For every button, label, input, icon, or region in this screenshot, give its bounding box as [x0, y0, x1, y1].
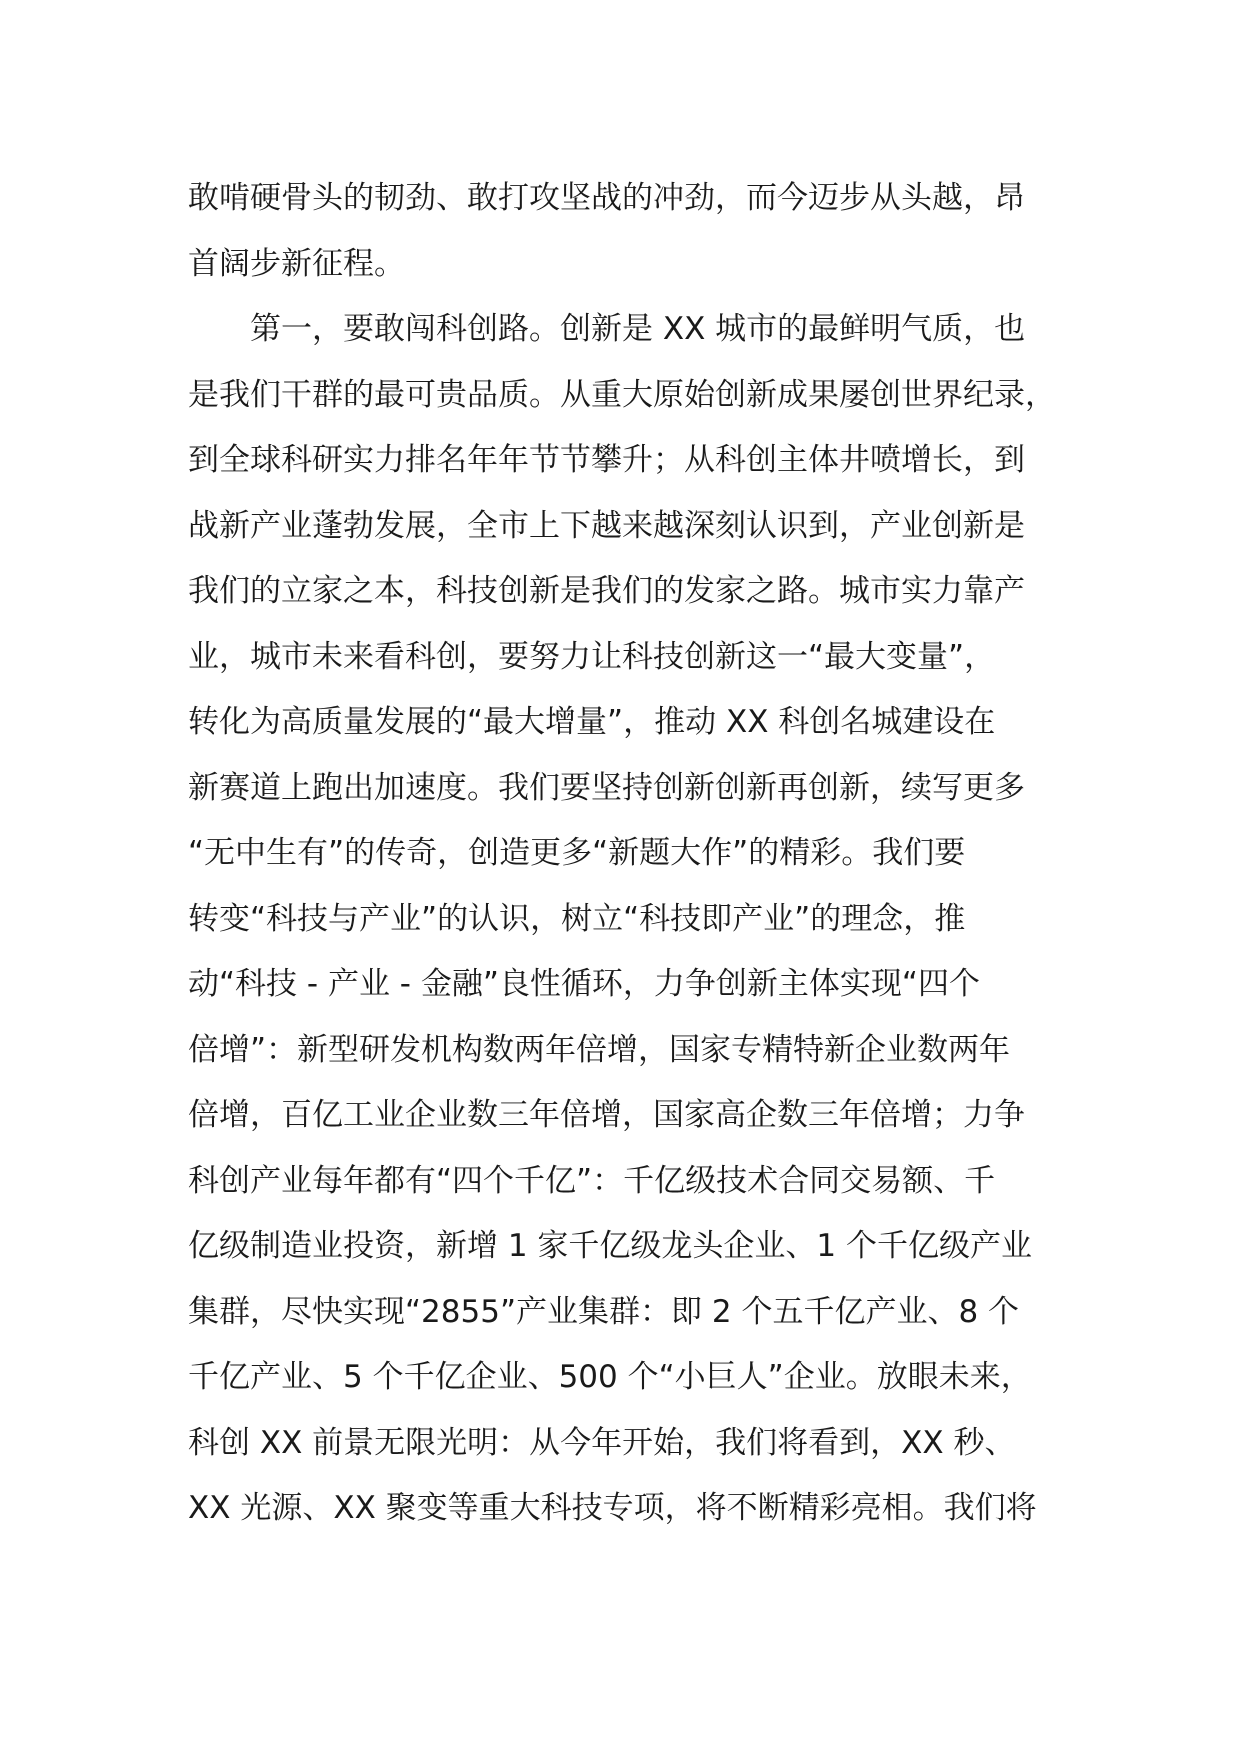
text-line: 业，城市未来看科创，要努力让科技创新这一“最大变量”，	[188, 638, 996, 675]
text-line: 倍增”：新型研发机构数两年倍增，国家专精特新企业数两年	[188, 1031, 1011, 1068]
text-line: 新赛道上跑出加速度。我们要坚持创新创新再创新，续写更多	[188, 769, 1025, 806]
text-line: “无中生有”的传奇，创造更多“新题大作”的精彩。我们要	[188, 835, 966, 871]
body-text	[188, 166, 1068, 1542]
text-line: 首阔步新征程。	[188, 245, 405, 282]
text-line: 到全球科研实力排名年年节节攀升；从科创主体井喷增长，到	[188, 442, 1025, 478]
text-line: 千亿产业、5 个千亿企业、500 个“小巨人”企业。放眼未来，	[188, 1359, 1032, 1395]
text-line: 亿级制造业投资，新增 1 家千亿级龙头企业、1 个千亿级产业	[188, 1228, 1033, 1264]
text-line: 战新产业蓬勃发展，全市上下越来越深刻认识到，产业创新是	[188, 507, 1025, 544]
text-line: 倍增，百亿工业企业数三年倍增，国家高企数三年倍增；力争	[188, 1097, 1025, 1133]
text-line: 科创 XX 前景无限光明：从今年开始，我们将看到，XX 秒、	[188, 1424, 1016, 1461]
text-line: 敢啃硬骨头的韧劲、敢打攻坚战的冲劲，而今迈步从头越，昂	[188, 180, 1025, 216]
text-line: 集群，尽快实现“2855”产业集群：即 2 个五千亿产业、8 个	[188, 1293, 1020, 1330]
text-line: 动“科技 - 产业 - 金融”良性循环，力争创新主体实现“四个	[188, 966, 980, 1002]
text-line: 转变“科技与产业”的认识，树立“科技即产业”的理念，推	[188, 900, 966, 937]
text-line: 科创产业每年都有“四个千亿”：千亿级技术合同交易额、千	[188, 1162, 996, 1199]
text-line: 我们的立家之本，科技创新是我们的发家之路。城市实力靠产	[188, 573, 1025, 609]
text-line: XX 光源、XX 聚变等重大科技专项，将不断精彩亮相。我们将	[188, 1490, 1037, 1526]
paragraph-first-line: 第一，要敢闯科创路。创新是 XX 城市的最鲜明气质，也	[250, 311, 1026, 347]
text-line: 是我们干群的最可贵品质。从重大原始创新成果屡创世界纪录，	[188, 376, 1056, 413]
text-line: 转化为高质量发展的“最大增量”，推动 XX 科创名城建设在	[188, 704, 996, 740]
